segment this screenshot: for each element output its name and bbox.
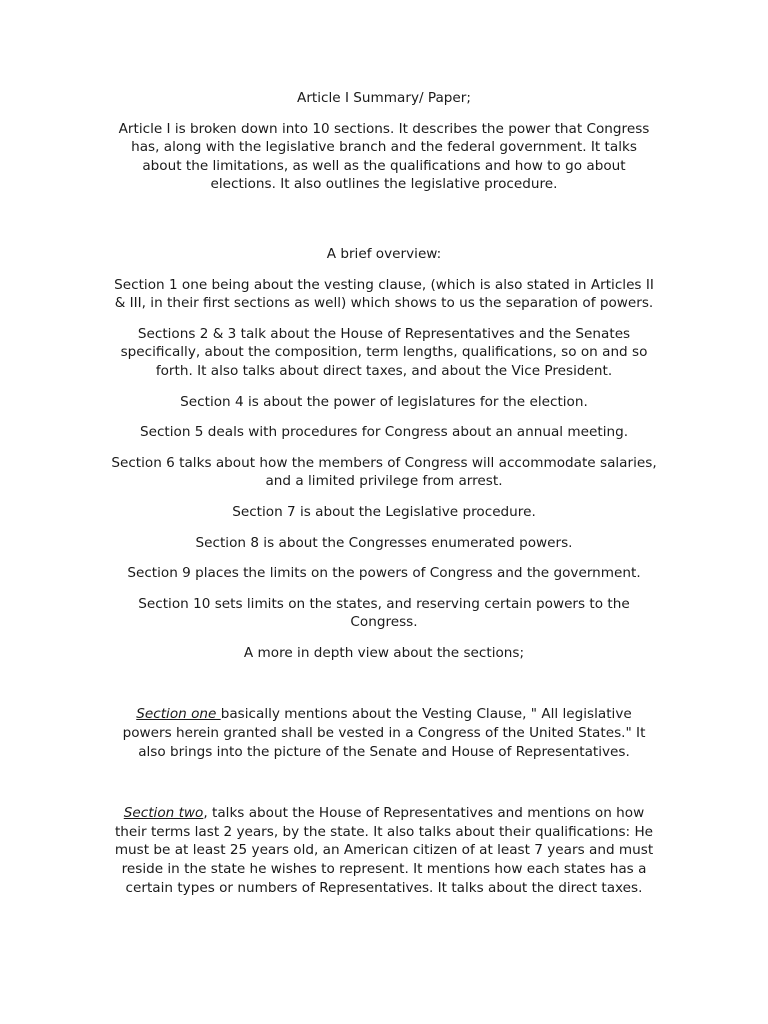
document-page <box>110 89 658 897</box>
overview-item-section-6: Section 6 talks about how the members of Congress will accommodate salaries, and a limited privilege from arrest. <box>111 454 657 490</box>
section-two-text: , talks about the House of Representatives and mentions on how their terms last 2 years, by the state. It also talks about their qualifications: He must be at least 25 years old, an American citizen of at least 7 years and must reside in the state he wishes to represent. It mentions how each states has a certain types or numbers of Representatives. It talks about the direct taxes. <box>114 805 654 896</box>
section-two-paragraph <box>110 804 658 897</box>
in-depth-heading: A more in depth view about the sections; <box>243 644 525 661</box>
section-one-label: Section one <box>136 706 221 723</box>
section-two-label: Section two <box>123 805 204 822</box>
overview-item-section-5: Section 5 deals with procedures for Congress about an annual meeting. <box>139 424 629 441</box>
section-one-paragraph <box>110 705 658 761</box>
overview-item-section-7: Section 7 is about the Legislative procedure. <box>232 503 536 520</box>
overview-item-section-4: Section 4 is about the power of legislatures for the election. <box>180 393 588 410</box>
section-one-text: basically mentions about the Vesting Clause, " All legislative powers herein granted shall be vested in a Congress of the United States." It also brings into the picture of the Senate and House of Representatives. <box>122 706 646 760</box>
overview-item-section-10: Section 10 sets limits on the states, and reserving certain powers to the Congress. <box>138 595 630 631</box>
overview-item-section-8: Section 8 is about the Congresses enumerated powers. <box>195 534 573 551</box>
overview-heading: A brief overview: <box>326 245 442 262</box>
overview-item-section-1: Section 1 one being about the vesting clause, (which is also stated in Articles II & III, in their first sections as well) which shows to us the separation of powers. <box>114 276 654 312</box>
overview-item-sections-2-3: Sections 2 & 3 talk about the House of Representatives and the Senates specifically, about the composition, term lengths, qualifications, so on and so forth. It also talks about direct taxes, and about the Vice President. <box>120 325 648 379</box>
overview-item-section-9: Section 9 places the limits on the powers of Congress and the government. <box>127 565 641 582</box>
intro-paragraph: Article I is broken down into 10 sections. It describes the power that Congress has, along with the legislative branch and the federal government. It talks about the limitations, as well as the qualifications and how to go about elections. It also outlines the legislative procedure. <box>118 120 650 193</box>
document-title: Article I Summary/ Paper; <box>297 90 471 106</box>
